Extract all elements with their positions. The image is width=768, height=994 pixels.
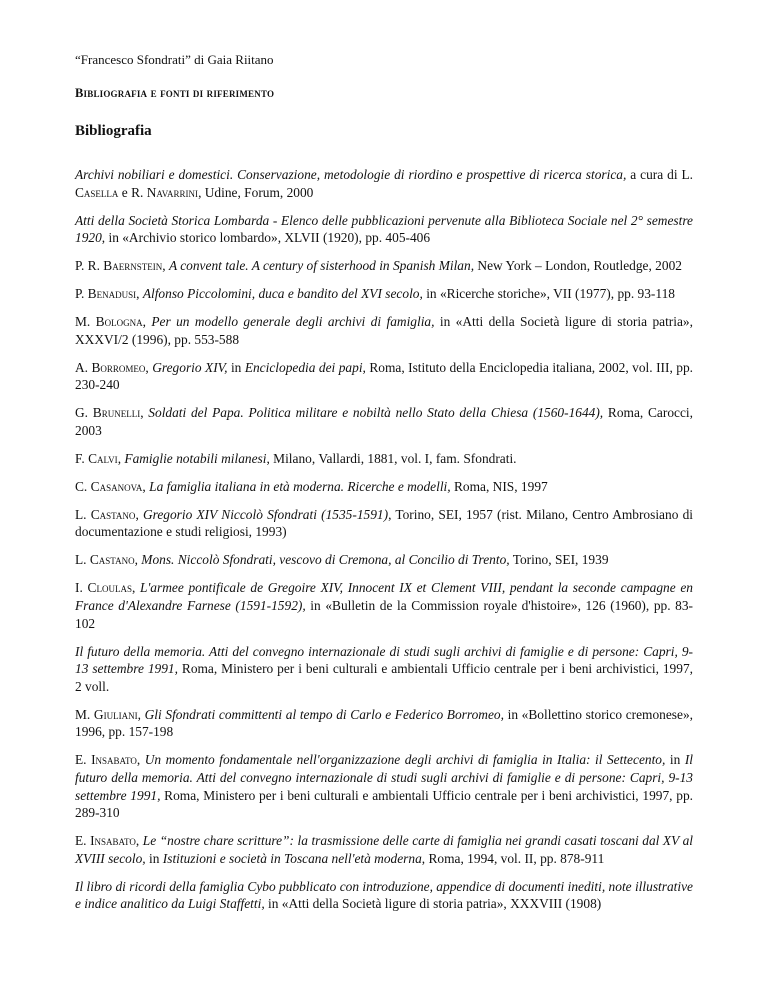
entry-text: M.	[75, 706, 94, 722]
bibliography-entry	[75, 706, 693, 741]
entry-title: Enciclopedia dei papi,	[244, 359, 366, 375]
entry-title: Gregorio XIV Niccolò Sfondrati (1535-1591)	[142, 506, 389, 522]
entry-text: C.	[75, 478, 91, 494]
bibliography-entry	[75, 257, 693, 275]
entry-text: Roma, NIS, 1997	[450, 478, 548, 494]
entry-text: ,	[117, 450, 125, 466]
entry-title: Archivi nobiliari e domestici. Conservazione, metodologie di riordino e prospettive di ricerca storica,	[75, 167, 627, 182]
author-surname: Castano	[89, 552, 135, 568]
entry-text: E.	[75, 752, 92, 768]
author-surname: Brunelli	[92, 405, 141, 421]
running-head: “Francesco Sfondrati” di Gaia Riitano	[75, 52, 274, 67]
section-title: Bibliografia e fonti di riferimento	[75, 86, 275, 100]
author-surname: Insabato	[91, 752, 137, 768]
entry-text: in «Ricerche storiche», VII (1977), pp. 93-118	[422, 286, 675, 302]
bibliography-entry	[75, 285, 693, 303]
entry-title: Atti della Società Storica Lombarda - Elenco delle pubblicazioni pervenute alla Biblioteca Sociale nel 2° semestre 1920	[75, 212, 693, 246]
entry-text: G.	[75, 405, 93, 421]
subsection-title: Bibliografia	[75, 123, 152, 139]
bibliography-entry	[75, 832, 693, 867]
entry-text: in	[145, 850, 163, 866]
entry-title: Il libro di ricordi della famiglia Cybo pubblicato con introduzione, appendice di documenti inediti, note illustrative e indice analitico da Luigi Staffetti,	[75, 878, 693, 912]
entry-text: , Udine, Forum, 2000	[198, 184, 314, 200]
entry-text: ,	[136, 286, 143, 302]
entry-text: New York – London, Routledge, 2002	[474, 258, 682, 274]
entry-text: Roma, Ministero per i beni culturali e ambientali Ufficio centrale per i beni archivistici, 1997, 2 voll.	[75, 661, 693, 694]
entry-title: Famiglie notabili milanesi	[124, 450, 267, 466]
entry-text: , Milano, Vallardi, 1881, vol. I, fam. Sfondrati.	[266, 450, 517, 466]
entry-title: Istituzioni e società in Toscana nell'età moderna	[162, 850, 422, 866]
bibliography-entry	[75, 751, 693, 821]
bibliography-entry	[75, 506, 693, 541]
entry-text: ,	[140, 405, 149, 421]
entry-text: Roma, Ministero per i beni culturali e ambientali Ufficio centrale per i beni archivistici, 1997, pp. 289-310	[75, 787, 693, 821]
entry-title: Soldati del Papa. Politica militare e nobiltà nello Stato della Chiesa (1560-1644),	[148, 405, 604, 421]
entry-text: M.	[75, 314, 96, 330]
entry-text: in «Bollettino storico cremonese», 1996, pp. 157-198	[75, 706, 693, 740]
entry-text: , Torino, SEI, 1957 (rist. Milano, Centro Ambrosiano di documentazione e studi religiosi, 1993)	[75, 506, 693, 540]
author-surname: Insabato	[90, 833, 136, 849]
entry-text: ,	[131, 580, 140, 596]
entry-title: A convent tale. A century of sisterhood in Spanish Milan,	[168, 258, 475, 274]
entry-text: L.	[75, 506, 91, 522]
entry-text: e R.	[118, 184, 147, 200]
entry-text: Torino, SEI, 1939	[509, 552, 609, 568]
entry-title: Il futuro della memoria. Atti del convegno internazionale di studi sugli archivi di famiglie e di persone: Capri, 9-13 settembre 1991,	[75, 643, 693, 677]
entry-title: Gregorio XIV,	[152, 359, 228, 375]
author-surname: Giuliani	[93, 706, 138, 722]
author-surname: Calvi	[88, 450, 118, 466]
entry-title: Le “nostre chare scritture”: la trasmissione delle carte di famiglia nei grandi casati toscani dal XV al XVIII secolo,	[75, 833, 694, 866]
entry-text: ,	[162, 258, 169, 274]
bibliography-entry	[75, 212, 693, 247]
entry-text: P.	[75, 286, 88, 302]
entry-text: ,	[142, 478, 150, 494]
bibliography-entry	[75, 450, 693, 468]
entry-text: in	[227, 359, 245, 375]
author-surname: Bologna	[95, 314, 143, 330]
author-surname: Baernstein	[103, 258, 163, 274]
entry-text: ,	[136, 752, 145, 768]
author-surname: Navarrini	[146, 184, 199, 200]
entry-text: in «Atti della Società ligure di storia patria», XXXVIII (1908)	[264, 896, 602, 912]
entry-title: Mons. Niccolò Sfondrati, vescovo di Cremona, al Concilio di Trento,	[141, 552, 510, 568]
bibliography-entry	[75, 313, 693, 348]
author-surname: Borromeo	[91, 359, 146, 375]
author-surname: Benadusi	[87, 286, 137, 302]
bibliography-entry	[75, 404, 693, 439]
entry-title: Gli Sfondrati committenti al tempo di Carlo e Federico Borromeo,	[144, 706, 504, 722]
bibliography-entry	[75, 643, 693, 696]
entry-title: La famiglia italiana in età moderna. Ricerche e modelli,	[149, 478, 451, 494]
entry-title: Alfonso Piccolomini, duca e bandito del XVI secolo,	[142, 286, 423, 302]
bibliography-entry	[75, 579, 693, 632]
bibliography-entry	[75, 359, 693, 394]
entry-text: P. R.	[75, 258, 104, 274]
entry-text: ,	[135, 506, 143, 522]
entry-text: ,	[134, 552, 142, 568]
author-surname: Castano	[90, 506, 136, 522]
bibliography-entry	[75, 478, 693, 496]
entry-text: F.	[75, 450, 89, 466]
entry-text: Roma, Carocci, 2003	[75, 405, 693, 438]
author-surname: Cloulas	[87, 580, 132, 596]
bibliography-list	[75, 166, 693, 923]
entry-text: a cura di L.	[626, 167, 693, 182]
entry-text: A.	[75, 359, 92, 375]
entry-text: , in «Archivio storico lombardo», XLVII (1920), pp. 405-406	[101, 230, 431, 246]
entry-text: E.	[75, 833, 91, 849]
author-surname: Casella	[75, 184, 119, 200]
entry-text: ,	[135, 833, 143, 849]
entry-text: ,	[137, 706, 145, 722]
bibliography-entry	[75, 166, 693, 201]
entry-text: ,	[145, 359, 153, 375]
entry-title: Il futuro della memoria. Atti del convegno internazionale di studi sugli archivi di famiglie e di persone: Capri, 9-13 settembre 1991,	[75, 752, 693, 803]
entry-title: L'armee pontificale de Gregoire XIV, Innocent IX et Clement VIII, pendant la seconde campagne en France d'Alexandre Farnese (1591-1592),	[75, 580, 694, 613]
bibliography-entry	[75, 551, 693, 569]
entry-text: in «Atti della Società ligure di storia patria», XXXVI/2 (1996), pp. 553-588	[75, 314, 693, 347]
entry-text: ,	[142, 314, 152, 330]
bibliography-entry	[75, 878, 693, 913]
entry-title: Un momento fondamentale nell'organizzazione degli archivi di famiglia in Italia: il Settecento,	[144, 752, 666, 768]
entry-text: Roma, Istituto della Enciclopedia italiana, 2002, vol. III, pp. 230-240	[75, 359, 693, 393]
entry-text: I.	[75, 580, 88, 596]
entry-text: L.	[75, 552, 90, 568]
entry-text: in	[665, 752, 685, 768]
entry-title: Per un modello generale degli archivi di famiglia,	[151, 314, 435, 330]
entry-text: , Roma, 1994, vol. II, pp. 878-911	[421, 850, 605, 866]
author-surname: Casanova	[90, 478, 143, 494]
entry-text: in «Bulletin de la Commission royale d'histoire», 126 (1960), pp. 83-102	[75, 597, 694, 631]
